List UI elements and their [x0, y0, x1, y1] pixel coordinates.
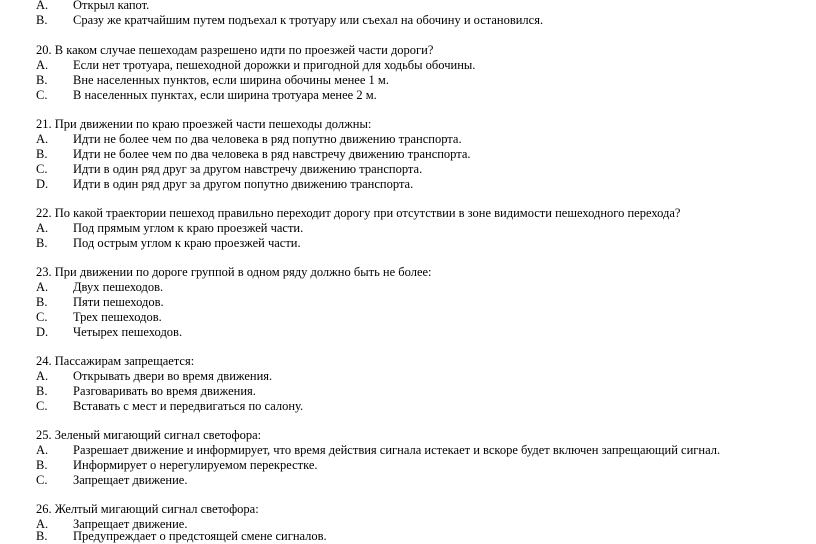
option-text: Трех пешеходов.: [73, 310, 162, 324]
option-line: [36, 473, 187, 488]
question-heading: 22. По какой траектории пешеход правильно переходит дорогу при отсутствии в зоне видимости пешеходного перехода?: [36, 206, 681, 220]
option-letter: A.: [36, 221, 49, 235]
option-text: Предупреждает о предстоящей смене сигналов.: [73, 529, 327, 543]
option-line: [36, 280, 163, 295]
option-line: [36, 88, 377, 103]
option-letter: D.: [36, 177, 49, 191]
option-line: [36, 177, 413, 192]
option-text: Запрещает движение.: [73, 473, 188, 487]
option-letter: B.: [36, 384, 48, 398]
option-line: [36, 236, 301, 251]
option-text: Информирует о нерегулируемом перекрестке.: [73, 458, 318, 472]
option-letter: B.: [36, 295, 48, 309]
option-line: [36, 325, 182, 340]
option-text: Вне населенных пунктов, если ширина обочины менее 1 м.: [73, 73, 389, 87]
option-text: Разговаривать во время движения.: [73, 384, 256, 398]
option-text: Запрещает движение.: [73, 517, 188, 531]
option-text: Открывать двери во время движения.: [73, 369, 273, 383]
option-line: [36, 529, 327, 544]
option-line: [36, 295, 164, 310]
option-line: [36, 132, 462, 147]
option-letter: A.: [36, 280, 49, 294]
option-letter: B.: [36, 529, 48, 543]
option-letter: A.: [36, 517, 49, 531]
option-text: Разрешает движение и информирует, что время действия сигнала истекает и вскоре будет включен запрещающий сигнал.: [73, 443, 721, 457]
option-text: Двух пешеходов.: [73, 280, 164, 294]
option-line: [36, 458, 318, 473]
option-text: В населенных пунктах, если ширина тротуара менее 2 м.: [73, 88, 377, 102]
question-heading: 26. Желтый мигающий сигнал светофора:: [36, 502, 259, 516]
option-letter: D.: [36, 325, 49, 339]
option-text: Идти не более чем по два человека в ряд попутно движению транспорта.: [73, 132, 462, 146]
question-heading: 25. Зеленый мигающий сигнал светофора:: [36, 428, 262, 442]
option-text: Идти в один ряд друг за другом попутно движению транспорта.: [73, 177, 414, 191]
option-line: [36, 162, 422, 177]
option-letter: A.: [36, 132, 49, 146]
option-line: [36, 13, 543, 28]
option-line: [36, 73, 389, 88]
option-text: Открыл капот.: [73, 0, 150, 12]
option-text: Четырех пешеходов.: [73, 325, 183, 339]
option-line: [36, 399, 303, 414]
option-letter: C.: [36, 88, 48, 102]
option-letter: C.: [36, 399, 48, 413]
option-letter: B.: [36, 147, 48, 161]
option-letter: C.: [36, 473, 48, 487]
option-letter: B.: [36, 236, 48, 250]
option-text: Идти в один ряд друг за другом навстречу движению транспорта.: [73, 162, 423, 176]
option-line: [36, 147, 471, 162]
option-line: [36, 221, 303, 236]
option-letter: A.: [36, 0, 49, 12]
option-letter: C.: [36, 310, 48, 324]
question-heading: 23. При движении по дороге группой в одном ряду должно быть не более:: [36, 265, 432, 279]
option-text: Идти не более чем по два человека в ряд навстречу движению транспорта.: [73, 147, 471, 161]
option-letter: B.: [36, 458, 48, 472]
option-line: [36, 58, 475, 73]
option-line: [36, 443, 720, 458]
option-letter: C.: [36, 162, 48, 176]
option-line: [36, 310, 162, 325]
option-text: Пяти пешеходов.: [73, 295, 164, 309]
option-text: Сразу же кратчайшим путем подъехал к тротуару или съехал на обочину и остановился.: [73, 13, 544, 27]
question-heading: 20. В каком случае пешеходам разрешено идти по проезжей части дороги?: [36, 43, 434, 57]
option-letter: A.: [36, 443, 49, 457]
option-letter: B.: [36, 13, 48, 27]
question-heading: 24. Пассажирам запрещается:: [36, 354, 195, 368]
option-line: [36, 384, 256, 399]
option-text: Если нет тротуара, пешеходной дорожки и пригодной для ходьбы обочины.: [73, 58, 476, 72]
option-text: Под прямым углом к краю проезжей части.: [73, 221, 304, 235]
question-heading: 21. При движении по краю проезжей части пешеходы должны:: [36, 117, 372, 131]
option-line: [36, 369, 272, 384]
option-letter: A.: [36, 58, 49, 72]
option-text: Под острым углом к краю проезжей части.: [73, 236, 301, 250]
option-letter: B.: [36, 73, 48, 87]
option-letter: A.: [36, 369, 49, 383]
option-text: Вставать с мест и передвигаться по салону.: [73, 399, 304, 413]
option-line: [36, 0, 149, 13]
